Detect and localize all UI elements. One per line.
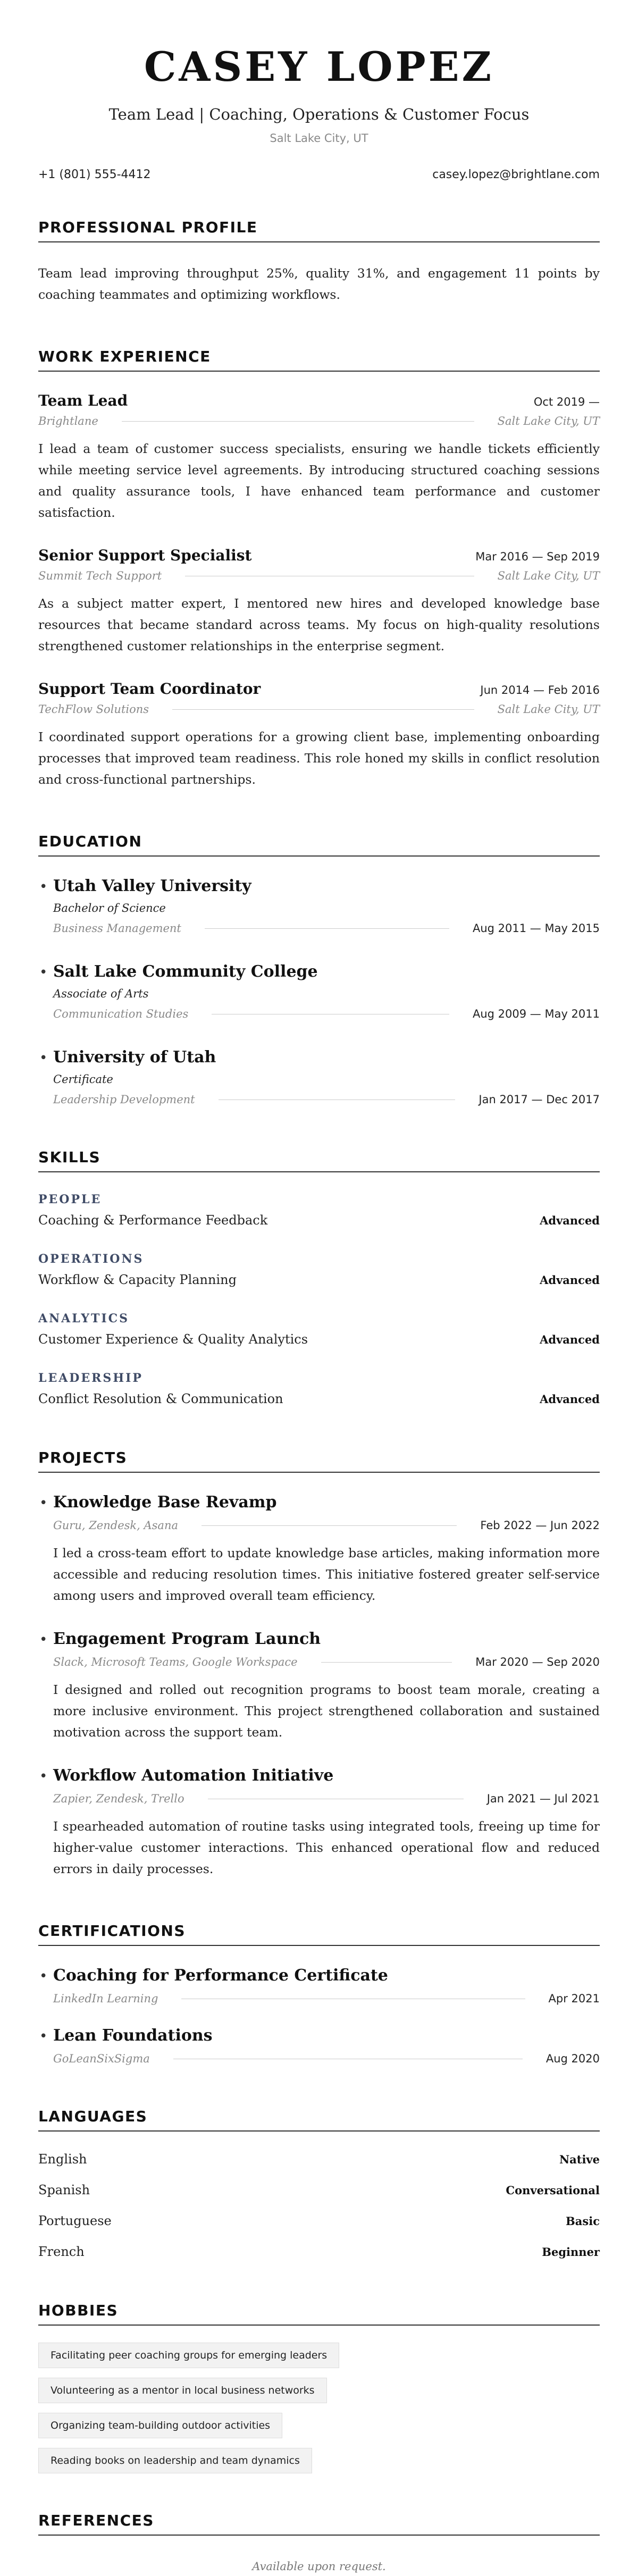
section-title: SKILLS (38, 1148, 600, 1172)
degree: Bachelor of Science (53, 902, 166, 914)
job-location: Salt Lake City, UT (497, 569, 600, 582)
skill-category: PEOPLE (38, 1193, 102, 1206)
experience-section (38, 348, 600, 790)
skill-group (38, 1252, 600, 1287)
divider (321, 1662, 452, 1663)
divider (122, 421, 474, 422)
skill-group (38, 1193, 600, 1228)
bullet-icon: • (39, 1968, 48, 1984)
certification-date: Apr 2021 (548, 1992, 600, 2005)
project-entry (38, 1493, 600, 1606)
skills-section (38, 1148, 600, 1406)
section-title: REFERENCES (38, 2512, 600, 2536)
bullet-icon: • (39, 1632, 48, 1648)
language-row (38, 2152, 600, 2167)
job-entry (38, 392, 600, 523)
hobby-tag: Reading books on leadership and team dynamics (38, 2448, 312, 2473)
section-title: PROFESSIONAL PROFILE (38, 219, 600, 242)
contact-row (38, 168, 600, 181)
bullet-icon: • (39, 1050, 48, 1066)
skill-category: OPERATIONS (38, 1252, 144, 1266)
project-tools: Slack, Microsoft Teams, Google Workspace (53, 1656, 298, 1668)
project-description: I spearheaded automation of routine tasks using integrated tools, freeing up time for higher-value customer interactions. This enhanced operational flow and reduced errors in daily processes. (53, 1819, 600, 1876)
certification-issuer: GoLeanSixSigma (53, 2052, 150, 2065)
hobby-tag: Facilitating peer coaching groups for emerging leaders (38, 2343, 339, 2368)
skill-group (38, 1371, 600, 1406)
degree: Certificate (53, 1073, 113, 1086)
education-entry (38, 877, 600, 935)
job-description: I lead a team of customer success specialists, ensuring we handle tickets efficiently while meeting service level agreements. By introducing structured coaching sessions and quality assurance tools, I have enhanced team performance and customer satisfaction. (38, 441, 600, 520)
language-level: Beginner (542, 2245, 600, 2259)
language-name: English (38, 2152, 87, 2167)
section-title: PROJECTS (38, 1449, 600, 1473)
language-row (38, 2183, 600, 2197)
job-dates: Oct 2019 — (533, 396, 600, 408)
company: Summit Tech Support (38, 569, 162, 582)
job-description: I coordinated support operations for a growing client base, implementing onboarding processes that improved team readiness. This role honed my skills in conflict resolution and cross-functional partnerships. (38, 729, 600, 787)
language-name: French (38, 2244, 85, 2259)
email-link[interactable]: casey.lopez@brightlane.com (432, 168, 600, 181)
field-of-study: Business Management (53, 922, 181, 935)
section-title: WORK EXPERIENCE (38, 348, 600, 372)
language-level: Native (559, 2153, 600, 2166)
skill-level: Advanced (540, 1333, 600, 1346)
section-title: CERTIFICATIONS (38, 1922, 600, 1946)
project-tools: Zapier, Zendesk, Trello (53, 1792, 184, 1805)
bullet-icon: • (39, 1495, 48, 1511)
languages-section (38, 2108, 600, 2259)
profile-section (38, 219, 600, 305)
project-name: Workflow Automation Initiative (53, 1766, 334, 1785)
skill-level: Advanced (540, 1214, 600, 1227)
divider (202, 1525, 457, 1526)
job-location: Salt Lake City, UT (497, 703, 600, 716)
education-entry (38, 962, 600, 1020)
resume-header (38, 0, 600, 145)
job-title: Senior Support Specialist (38, 547, 252, 564)
project-dates: Mar 2020 — Sep 2020 (475, 1656, 600, 1668)
certification-name: Lean Foundations (53, 2026, 213, 2045)
skill-category: ANALYTICS (38, 1312, 130, 1325)
skill-name: Customer Experience & Quality Analytics (38, 1332, 308, 1347)
language-name: Portuguese (38, 2213, 112, 2228)
bullet-icon: • (39, 1768, 48, 1784)
skill-name: Conflict Resolution & Communication (38, 1391, 283, 1406)
job-title: Support Team Coordinator (38, 680, 261, 698)
job-entry (38, 680, 600, 790)
company: TechFlow Solutions (38, 703, 149, 716)
education-dates: Jan 2017 — Dec 2017 (478, 1093, 600, 1106)
certifications-section (38, 1922, 600, 2065)
project-description: I designed and rolled out recognition programs to boost team morale, creating a more inclusive environment. This project strengthened collaboration and sustained motivation across the support team. (53, 1682, 600, 1740)
skill-group (38, 1312, 600, 1347)
job-entry (38, 547, 600, 657)
project-name: Engagement Program Launch (53, 1630, 321, 1648)
language-level: Basic (566, 2214, 600, 2228)
school-name: Salt Lake Community College (53, 962, 318, 981)
certification-entry (38, 1966, 600, 2005)
language-row (38, 2244, 600, 2259)
job-title: Team Lead (38, 392, 128, 409)
education-dates: Aug 2011 — May 2015 (472, 922, 600, 935)
bullet-icon: • (39, 879, 48, 895)
skill-category: LEADERSHIP (38, 1371, 143, 1385)
references-text: Available upon request. (252, 2560, 386, 2573)
profile-text: Team lead improving throughput 25%, quality 31%, and engagement 11 points by coaching teammates and optimizing workflows. (38, 266, 600, 302)
hobby-tag: Volunteering as a mentor in local business networks (38, 2378, 327, 2403)
school-name: Utah Valley University (53, 877, 251, 895)
certification-date: Aug 2020 (545, 2052, 600, 2065)
section-title: LANGUAGES (38, 2108, 600, 2132)
project-description: I led a cross-team effort to update knowledge base articles, making information more accessible and reducing resolution times. This initiative fostered greater self-service among users and improved overall team efficiency. (53, 1546, 600, 1603)
divider (172, 709, 474, 710)
project-entry (38, 1766, 600, 1879)
education-dates: Aug 2009 — May 2011 (472, 1008, 600, 1020)
skill-level: Advanced (540, 1392, 600, 1406)
school-name: University of Utah (53, 1048, 216, 1067)
project-dates: Jan 2021 — Jul 2021 (486, 1792, 600, 1805)
skill-name: Coaching & Performance Feedback (38, 1213, 268, 1228)
project-name: Knowledge Base Revamp (53, 1493, 277, 1512)
certification-name: Coaching for Performance Certificate (53, 1966, 388, 1985)
language-name: Spanish (38, 2183, 90, 2197)
certification-entry (38, 2026, 600, 2065)
divider (205, 928, 449, 929)
location: Salt Lake City, UT (270, 132, 368, 145)
field-of-study: Leadership Development (53, 1093, 195, 1106)
education-entry (38, 1048, 600, 1106)
bullet-icon: • (39, 2028, 48, 2044)
headline: Team Lead | Coaching, Operations & Customer Focus (108, 105, 530, 123)
section-title: EDUCATION (38, 833, 600, 857)
job-dates: Mar 2016 — Sep 2019 (475, 550, 600, 563)
certification-issuer: LinkedIn Learning (53, 1992, 158, 2005)
references-section (38, 2512, 600, 2573)
project-dates: Feb 2022 — Jun 2022 (480, 1519, 600, 1532)
education-section (38, 833, 600, 1106)
skill-level: Advanced (540, 1273, 600, 1287)
language-level: Conversational (506, 2184, 600, 2197)
field-of-study: Communication Studies (53, 1008, 189, 1020)
hobby-tag: Organizing team-building outdoor activities (38, 2413, 282, 2438)
section-title: HOBBIES (38, 2302, 600, 2326)
company: Brightlane (38, 415, 98, 427)
degree: Associate of Arts (53, 987, 149, 1000)
skill-name: Workflow & Capacity Planning (38, 1272, 237, 1287)
job-description: As a subject matter expert, I mentored new hires and developed knowledge base resources that became standard across teams. My focus on high-quality resolutions strengthened customer relationships in the enterprise segment. (38, 596, 600, 653)
candidate-name: CASEY LOPEZ (144, 43, 494, 90)
project-tools: Guru, Zendesk, Asana (53, 1519, 178, 1532)
language-row (38, 2213, 600, 2228)
project-entry (38, 1630, 600, 1743)
projects-section (38, 1449, 600, 1879)
job-location: Salt Lake City, UT (497, 415, 600, 427)
phone: +1 (801) 555-4412 (38, 168, 151, 181)
job-dates: Jun 2014 — Feb 2016 (480, 684, 600, 697)
hobbies-section (38, 2302, 600, 2473)
bullet-icon: • (39, 964, 48, 980)
